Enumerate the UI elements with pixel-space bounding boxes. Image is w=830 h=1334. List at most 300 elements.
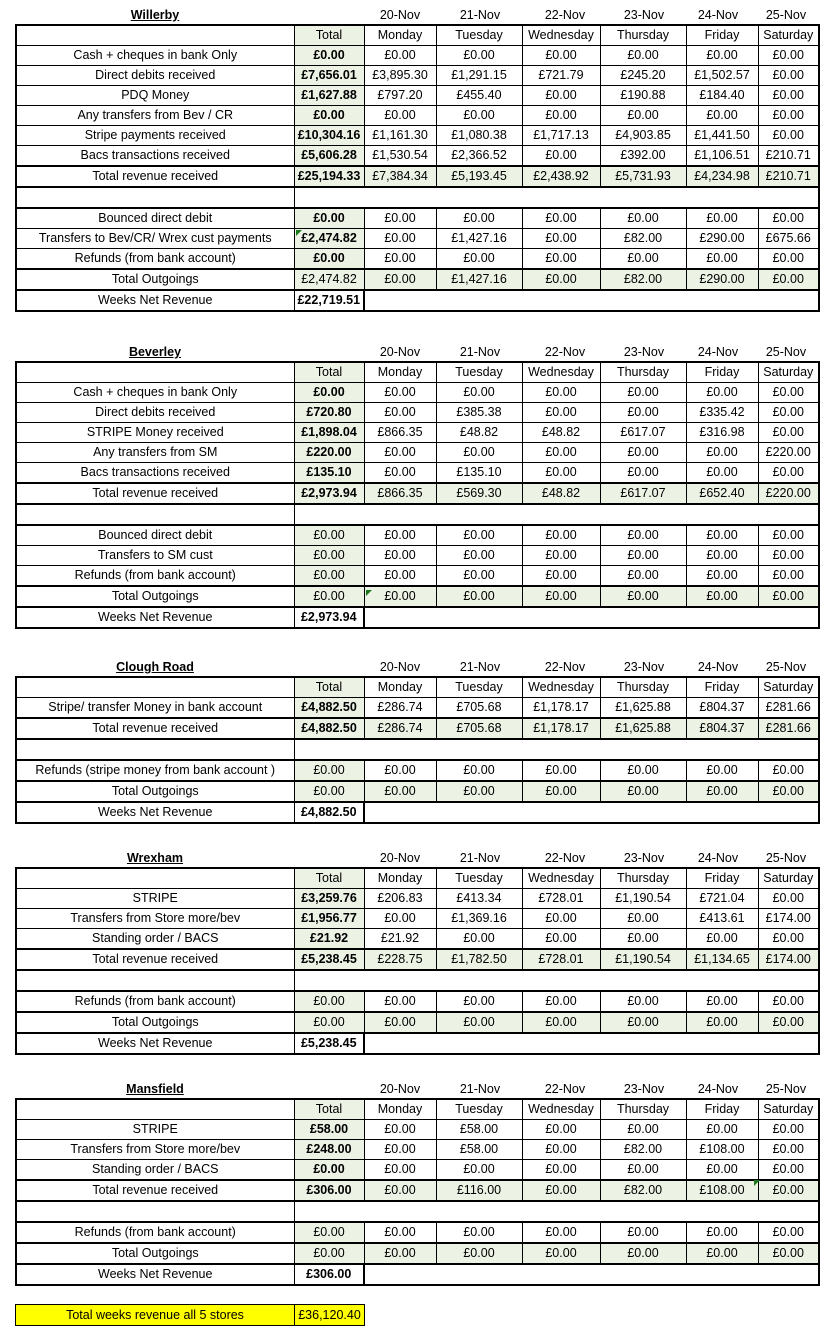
- row-value: £1,625.88: [600, 698, 686, 719]
- header-blank: [16, 362, 294, 383]
- row-value: £206.83: [364, 889, 436, 909]
- row-label: STRIPE Money received: [16, 423, 294, 443]
- date-header: 24-Nov: [697, 660, 739, 674]
- row-value: £0.00: [686, 1012, 758, 1033]
- row-value: £0.00: [522, 991, 600, 1012]
- header-total: Total: [294, 1099, 364, 1120]
- outgoing-row: [16, 546, 819, 566]
- row-value: £385.38: [436, 403, 522, 423]
- row-value: £5,731.93: [600, 166, 686, 187]
- total-revenue-row: [16, 949, 819, 970]
- row-value: £705.68: [436, 698, 522, 719]
- date-header: 20-Nov: [379, 345, 421, 359]
- income-row: [16, 126, 819, 146]
- row-value: £82.00: [600, 1180, 686, 1201]
- row-value: £0.00: [364, 1012, 436, 1033]
- income-row: [16, 909, 819, 929]
- date-header: 23-Nov: [623, 660, 665, 674]
- row-value: £0.00: [686, 781, 758, 802]
- header-day: Saturday: [758, 362, 819, 383]
- header-day: Tuesday: [436, 868, 522, 889]
- section-table: [15, 24, 820, 312]
- spacer-row: [16, 739, 819, 760]
- total-outgoings-row: [16, 1012, 819, 1033]
- row-value: £0.00: [600, 586, 686, 607]
- row-value: £804.37: [686, 698, 758, 719]
- income-row: [16, 698, 819, 719]
- row-value: £0.00: [686, 46, 758, 66]
- row-value: £0.00: [364, 46, 436, 66]
- row-value: £0.00: [522, 403, 600, 423]
- net-empty: [364, 607, 819, 628]
- row-label: Bounced direct debit: [16, 525, 294, 546]
- row-value: £0.00: [758, 46, 819, 66]
- row-value: £0.00: [686, 991, 758, 1012]
- row-value: £0.00: [758, 546, 819, 566]
- row-value: £0.00: [436, 1243, 522, 1264]
- row-value: £286.74: [364, 698, 436, 719]
- row-label: Transfers from Store more/bev: [16, 1140, 294, 1160]
- row-value: £0.00: [436, 1222, 522, 1243]
- row-value: £0.00: [436, 46, 522, 66]
- row-value: £0.00: [600, 1243, 686, 1264]
- row-value: £0.00: [600, 1222, 686, 1243]
- section-wrexham: [15, 847, 818, 1055]
- row-value: £1,106.51: [686, 146, 758, 167]
- total-revenue-row: [16, 166, 819, 187]
- row-total: £0.00: [294, 1222, 364, 1243]
- row-value: £335.42: [686, 403, 758, 423]
- row-label: Transfers from Store more/bev: [16, 909, 294, 929]
- row-value: £0.00: [600, 1012, 686, 1033]
- row-value: £0.00: [758, 1012, 819, 1033]
- row-value: £0.00: [364, 546, 436, 566]
- row-value: £0.00: [600, 929, 686, 950]
- row-value: £652.40: [686, 483, 758, 504]
- row-value: £0.00: [364, 249, 436, 270]
- total-revenue-row: [16, 483, 819, 504]
- income-row: [16, 46, 819, 66]
- section-header-row: [15, 341, 818, 361]
- row-value: £0.00: [436, 760, 522, 781]
- row-value: £0.00: [364, 1243, 436, 1264]
- row-value: £1,782.50: [436, 949, 522, 970]
- row-value: £48.82: [436, 423, 522, 443]
- row-value: £866.35: [364, 423, 436, 443]
- row-value: £0.00: [758, 423, 819, 443]
- outgoing-row: [16, 1222, 819, 1243]
- row-value: £0.00: [600, 1160, 686, 1181]
- date-header: 20-Nov: [379, 8, 421, 22]
- header-day: Tuesday: [436, 362, 522, 383]
- row-value: £0.00: [758, 525, 819, 546]
- header-day: Tuesday: [436, 25, 522, 46]
- row-value: £1,190.54: [600, 889, 686, 909]
- row-value: £0.00: [436, 586, 522, 607]
- row-value: £0.00: [364, 403, 436, 423]
- row-label: Weeks Net Revenue: [16, 1033, 294, 1054]
- row-value: £0.00: [364, 525, 436, 546]
- row-value: £5,193.45: [436, 166, 522, 187]
- header-blank: [16, 677, 294, 698]
- row-label: PDQ Money: [16, 86, 294, 106]
- row-value: £0.00: [686, 208, 758, 229]
- cell-note-marker: [296, 230, 302, 236]
- row-total: £0.00: [294, 525, 364, 546]
- row-value: £48.82: [522, 423, 600, 443]
- column-header-row: [16, 1099, 819, 1120]
- grand-total-value: £36,120.40: [295, 1305, 364, 1325]
- header-day: Saturday: [758, 677, 819, 698]
- row-value: £0.00: [364, 586, 436, 607]
- outgoing-row: [16, 208, 819, 229]
- date-header: 23-Nov: [623, 8, 665, 22]
- section-title: Willerby: [130, 8, 180, 22]
- row-value: £0.00: [364, 1180, 436, 1201]
- row-value: £0.00: [364, 229, 436, 249]
- row-value: £0.00: [364, 383, 436, 403]
- row-label: Total Outgoings: [16, 269, 294, 290]
- row-total: £0.00: [294, 991, 364, 1012]
- income-row: [16, 889, 819, 909]
- date-header: 23-Nov: [623, 1082, 665, 1096]
- row-value: £0.00: [364, 1160, 436, 1181]
- header-day: Wednesday: [522, 677, 600, 698]
- net-revenue-row: [16, 607, 819, 628]
- section-beverley: [15, 341, 818, 629]
- spacer-cell: [16, 187, 294, 208]
- row-value: £0.00: [686, 525, 758, 546]
- row-total: £0.00: [294, 46, 364, 66]
- row-value: £0.00: [600, 566, 686, 587]
- row-value: £1,369.16: [436, 909, 522, 929]
- row-value: £0.00: [758, 463, 819, 484]
- column-header-row: [16, 25, 819, 46]
- row-value: £58.00: [436, 1140, 522, 1160]
- row-value: £0.00: [600, 249, 686, 270]
- net-revenue-row: [16, 802, 819, 823]
- row-value: £190.88: [600, 86, 686, 106]
- row-label: Total Outgoings: [16, 1012, 294, 1033]
- row-value: £0.00: [436, 1160, 522, 1181]
- row-total: £1,898.04: [294, 423, 364, 443]
- row-value: £0.00: [600, 208, 686, 229]
- row-value: £0.00: [600, 546, 686, 566]
- row-total: £220.00: [294, 443, 364, 463]
- row-value: £0.00: [758, 249, 819, 270]
- header-day: Wednesday: [522, 25, 600, 46]
- section-header-row: [15, 1078, 818, 1098]
- section-clough-road: [15, 656, 818, 824]
- row-value: £82.00: [600, 269, 686, 290]
- row-label: Bacs transactions received: [16, 146, 294, 167]
- header-day: Thursday: [600, 362, 686, 383]
- row-value: £0.00: [758, 760, 819, 781]
- row-label: Bacs transactions received: [16, 463, 294, 484]
- row-value: £210.71: [758, 166, 819, 187]
- row-value: £1,080.38: [436, 126, 522, 146]
- row-value: £0.00: [522, 269, 600, 290]
- row-value: £0.00: [600, 991, 686, 1012]
- row-value: £0.00: [600, 760, 686, 781]
- row-total: £5,238.45: [294, 949, 364, 970]
- row-value: £728.01: [522, 949, 600, 970]
- date-header: 24-Nov: [697, 1082, 739, 1096]
- row-value: £1,427.16: [436, 269, 522, 290]
- date-header: 21-Nov: [459, 1082, 501, 1096]
- section-table: [15, 867, 820, 1055]
- row-total: £720.80: [294, 403, 364, 423]
- row-label: Refunds (stripe money from bank account ): [16, 760, 294, 781]
- spacer-row: [16, 1201, 819, 1222]
- row-value: £0.00: [522, 1120, 600, 1140]
- row-value: £286.74: [364, 718, 436, 739]
- row-total: £4,882.50: [294, 698, 364, 719]
- row-value: £0.00: [758, 566, 819, 587]
- net-empty: [364, 290, 819, 311]
- header-day: Monday: [364, 868, 436, 889]
- row-value: £0.00: [600, 443, 686, 463]
- income-row: [16, 146, 819, 167]
- row-value: £0.00: [436, 443, 522, 463]
- row-value: £0.00: [758, 1222, 819, 1243]
- income-row: [16, 1160, 819, 1181]
- row-label: Transfers to Bev/CR/ Wrex cust payments: [16, 229, 294, 249]
- header-day: Thursday: [600, 677, 686, 698]
- row-value: £0.00: [364, 463, 436, 484]
- header-day: Monday: [364, 362, 436, 383]
- row-label: Standing order / BACS: [16, 929, 294, 950]
- row-value: £0.00: [522, 781, 600, 802]
- header-day: Tuesday: [436, 1099, 522, 1120]
- row-value: £0.00: [364, 269, 436, 290]
- grand-total-row: [15, 1304, 365, 1326]
- row-value: £290.00: [686, 229, 758, 249]
- row-value: £675.66: [758, 229, 819, 249]
- outgoing-row: [16, 991, 819, 1012]
- net-empty: [364, 802, 819, 823]
- row-value: £0.00: [686, 1160, 758, 1181]
- header-total: Total: [294, 25, 364, 46]
- row-total: £2,474.82: [294, 269, 364, 290]
- row-value: £455.40: [436, 86, 522, 106]
- spacer-cell: [294, 1201, 819, 1222]
- row-value: £0.00: [686, 383, 758, 403]
- row-value: £0.00: [522, 1160, 600, 1181]
- row-total: £2,474.82: [294, 229, 364, 249]
- row-value: £569.30: [436, 483, 522, 504]
- spacer-cell: [16, 970, 294, 991]
- row-total: £58.00: [294, 1120, 364, 1140]
- row-total: £3,259.76: [294, 889, 364, 909]
- date-header: 20-Nov: [379, 660, 421, 674]
- row-value: £0.00: [758, 1140, 819, 1160]
- row-value: £316.98: [686, 423, 758, 443]
- row-value: £0.00: [436, 566, 522, 587]
- section-title: Clough Road: [116, 660, 194, 674]
- row-label: Total Outgoings: [16, 781, 294, 802]
- row-value: £866.35: [364, 483, 436, 504]
- row-value: £0.00: [522, 1222, 600, 1243]
- row-value: £0.00: [686, 760, 758, 781]
- row-label: Stripe/ transfer Money in bank account: [16, 698, 294, 719]
- section-title: Beverley: [128, 345, 182, 359]
- section-title: Mansfield: [126, 1082, 184, 1096]
- date-header: 23-Nov: [623, 345, 665, 359]
- row-value: £0.00: [436, 249, 522, 270]
- header-day: Monday: [364, 25, 436, 46]
- date-header: 22-Nov: [544, 8, 586, 22]
- row-total: £0.00: [294, 586, 364, 607]
- header-day: Friday: [686, 1099, 758, 1120]
- total-revenue-row: [16, 718, 819, 739]
- row-value: £0.00: [364, 443, 436, 463]
- row-total: £0.00: [294, 760, 364, 781]
- row-value: £0.00: [436, 929, 522, 950]
- spacer-row: [16, 504, 819, 525]
- row-value: £0.00: [436, 383, 522, 403]
- total-outgoings-row: [16, 781, 819, 802]
- section-table: [15, 1098, 820, 1286]
- row-value: £0.00: [364, 991, 436, 1012]
- row-value: £1,530.54: [364, 146, 436, 167]
- row-value: £0.00: [758, 889, 819, 909]
- spacer-cell: [16, 739, 294, 760]
- section-header-row: [15, 4, 818, 24]
- spacer-cell: [294, 504, 819, 525]
- row-total: £306.00: [294, 1264, 364, 1285]
- row-value: £0.00: [522, 229, 600, 249]
- row-total: £306.00: [294, 1180, 364, 1201]
- row-value: £7,384.34: [364, 166, 436, 187]
- row-label: Refunds (from bank account): [16, 566, 294, 587]
- net-revenue-row: [16, 290, 819, 311]
- row-value: £0.00: [522, 909, 600, 929]
- row-value: £0.00: [522, 86, 600, 106]
- row-value: £0.00: [364, 106, 436, 126]
- row-label: Total revenue received: [16, 483, 294, 504]
- row-value: £281.66: [758, 698, 819, 719]
- income-row: [16, 383, 819, 403]
- row-value: £0.00: [686, 1222, 758, 1243]
- row-total: £25,194.33: [294, 166, 364, 187]
- header-total: Total: [294, 362, 364, 383]
- row-total: £248.00: [294, 1140, 364, 1160]
- row-value: £721.04: [686, 889, 758, 909]
- section-mansfield: [15, 1078, 818, 1286]
- row-value: £0.00: [758, 383, 819, 403]
- row-label: Transfers to SM cust: [16, 546, 294, 566]
- row-total: £4,882.50: [294, 718, 364, 739]
- net-empty: [364, 1033, 819, 1054]
- row-total: £0.00: [294, 249, 364, 270]
- row-value: £108.00: [686, 1140, 758, 1160]
- row-value: £2,438.92: [522, 166, 600, 187]
- date-header: 25-Nov: [765, 660, 807, 674]
- date-header: 24-Nov: [697, 345, 739, 359]
- net-revenue-row: [16, 1264, 819, 1285]
- spacer-cell: [16, 504, 294, 525]
- header-blank: [16, 868, 294, 889]
- column-header-row: [16, 868, 819, 889]
- date-header: 24-Nov: [697, 8, 739, 22]
- row-value: £184.40: [686, 86, 758, 106]
- row-value: £1,178.17: [522, 718, 600, 739]
- row-value: £1,178.17: [522, 698, 600, 719]
- row-value: £3,895.30: [364, 66, 436, 86]
- row-value: £4,903.85: [600, 126, 686, 146]
- row-value: £0.00: [758, 403, 819, 423]
- date-header: 21-Nov: [459, 660, 501, 674]
- row-label: STRIPE: [16, 1120, 294, 1140]
- row-total: £1,627.88: [294, 86, 364, 106]
- row-value: £0.00: [758, 1180, 819, 1201]
- row-value: £281.66: [758, 718, 819, 739]
- header-day: Monday: [364, 1099, 436, 1120]
- row-value: £228.75: [364, 949, 436, 970]
- cell-note-marker: [754, 1180, 760, 1186]
- row-value: £0.00: [364, 208, 436, 229]
- row-value: £2,366.52: [436, 146, 522, 167]
- column-header-row: [16, 677, 819, 698]
- row-value: £0.00: [758, 86, 819, 106]
- outgoing-row: [16, 525, 819, 546]
- row-value: £0.00: [758, 106, 819, 126]
- row-value: £0.00: [522, 146, 600, 167]
- total-outgoings-row: [16, 586, 819, 607]
- row-value: £0.00: [436, 546, 522, 566]
- row-value: £0.00: [758, 66, 819, 86]
- row-value: £0.00: [522, 1012, 600, 1033]
- row-value: £0.00: [758, 1120, 819, 1140]
- row-value: £0.00: [522, 586, 600, 607]
- net-revenue-row: [16, 1033, 819, 1054]
- header-day: Wednesday: [522, 868, 600, 889]
- row-value: £804.37: [686, 718, 758, 739]
- header-day: Friday: [686, 362, 758, 383]
- grand-total-label: Total weeks revenue all 5 stores: [16, 1305, 295, 1325]
- row-value: £0.00: [522, 443, 600, 463]
- row-value: £0.00: [758, 1160, 819, 1181]
- row-value: £0.00: [522, 46, 600, 66]
- date-header: 21-Nov: [459, 345, 501, 359]
- row-label: Total Outgoings: [16, 586, 294, 607]
- date-header: 22-Nov: [544, 345, 586, 359]
- section-title: Wrexham: [126, 851, 184, 865]
- row-value: £48.82: [522, 483, 600, 504]
- row-value: £0.00: [364, 760, 436, 781]
- date-header: 20-Nov: [379, 1082, 421, 1096]
- row-label: Stripe payments received: [16, 126, 294, 146]
- row-total: £0.00: [294, 546, 364, 566]
- row-value: £0.00: [686, 463, 758, 484]
- outgoing-row: [16, 229, 819, 249]
- income-row: [16, 443, 819, 463]
- row-label: STRIPE: [16, 889, 294, 909]
- row-value: £0.00: [522, 566, 600, 587]
- row-value: £1,161.30: [364, 126, 436, 146]
- row-value: £0.00: [364, 566, 436, 587]
- date-header: 21-Nov: [459, 8, 501, 22]
- row-value: £1,625.88: [600, 718, 686, 739]
- row-value: £0.00: [686, 929, 758, 950]
- row-total: £0.00: [294, 1243, 364, 1264]
- row-value: £0.00: [436, 208, 522, 229]
- row-value: £0.00: [758, 991, 819, 1012]
- date-header: 22-Nov: [544, 851, 586, 865]
- row-value: £82.00: [600, 229, 686, 249]
- header-day: Wednesday: [522, 362, 600, 383]
